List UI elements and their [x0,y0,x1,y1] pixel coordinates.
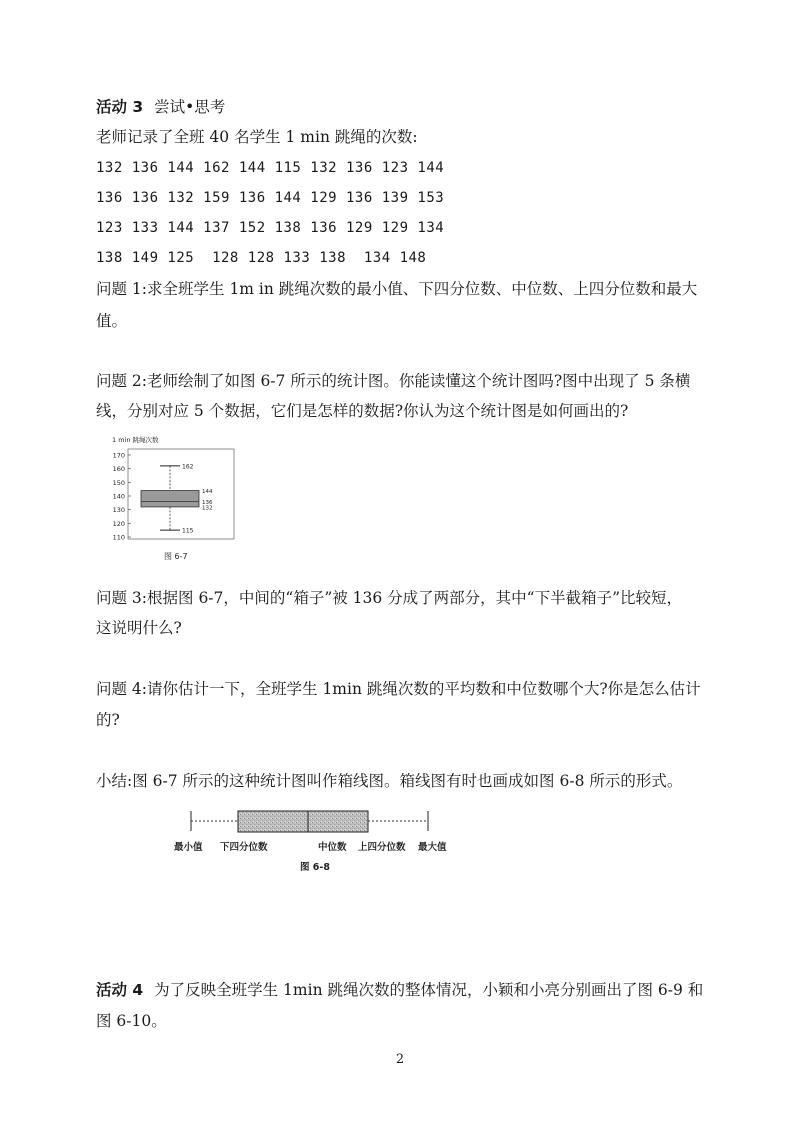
fig67-tick-label: 110 [112,533,125,542]
fig67-tick-label: 130 [112,506,125,515]
question-2-line-1: 问题 2:老师绘制了如图 6-7 所示的统计图。你能读懂这个统计图吗?图中出现了 5 条横 [96,372,691,390]
fig67-box [141,491,199,507]
question-1-line-2: 值。 [96,312,128,330]
fig67-tick-label: 120 [112,519,125,528]
fig67-box-elements [141,463,213,534]
fig67-tick-label: 170 [112,451,125,460]
fig67-median-label: 136 [202,499,213,506]
fig67-tick-label: 140 [112,492,125,501]
activity4-label: 活动 4 [96,981,144,999]
fig68-label-q1: 下四分位数 [220,842,268,853]
activity4-text: 为了反映全班学生 1min 跳绳次数的整体情况，小颖和小亮分别画出了图 6-9 和 [154,981,704,999]
activity3-intro: 老师记录了全班 40 名学生 1 min 跳绳的次数: [96,128,418,146]
fig67-max-label: 162 [182,463,194,471]
fig67-tick-label: 150 [112,478,125,487]
data-row-1: 132 136 144 162 144 115 132 136 123 144 [96,160,445,176]
fig67-q3-label: 144 [202,489,213,496]
activity3-title: 尝试•思考 [154,98,226,116]
question-1-line-1: 问题 1:求全班学生 1m in 跳绳次数的最小值、下四分位数、中位数、上四分位数和最大 [96,280,698,298]
question-3-line-1: 问题 3:根据图 6-7，中间的“箱子”被 136 分成了两部分，其中“下半截箱子”比较短， [96,589,683,607]
fig68-caption: 图 6-8 [300,862,330,873]
fig67-tick-label: 160 [112,465,125,474]
question-4-line-1: 问题 4:请你估计一下，全班学生 1min 跳绳次数的平均数和中位数哪个大?你是怎么估计 [96,680,701,698]
question-2-line-2: 线，分别对应 5 个数据，它们是怎样的数据?你认为这个统计图是如何画出的? [96,402,629,420]
fig68-label-max: 最大值 [418,842,447,853]
activity4-line-1 [96,980,703,1000]
figure-6-8-boxplot [168,806,468,878]
activity3-heading [96,97,225,117]
fig67-min-label: 115 [182,527,194,535]
data-row-4: 138 149 125 128 128 133 138 134 148 [96,250,427,266]
data-row-3: 123 133 144 137 152 138 136 129 129 134 [96,220,445,236]
data-row-2: 136 136 132 159 136 144 129 136 139 153 [96,190,445,206]
question-4-line-2: 的? [96,711,120,729]
activity4-line-2: 图 6-10。 [96,1012,167,1030]
activity3-label: 活动 3 [96,98,144,116]
summary-text: 小结:图 6-7 所示的这种统计图叫作箱线图。箱线图有时也画成如图 6-8 所示的形式。 [96,772,683,790]
fig67-q1-label: 132 [202,505,213,512]
fig68-label-min: 最小值 [174,842,203,853]
page-number: 2 [395,1052,405,1067]
fig68-label-median: 中位数 [318,842,347,853]
fig67-caption: 图 6-7 [164,552,188,561]
fig68-box [238,811,368,832]
question-3-line-2: 这说明什么? [96,619,182,637]
fig68-label-q3: 上四分位数 [358,842,406,853]
fig67-y-axis-label: 1 min 跳绳次数 [112,436,159,444]
figure-6-7-boxplot [108,433,238,567]
